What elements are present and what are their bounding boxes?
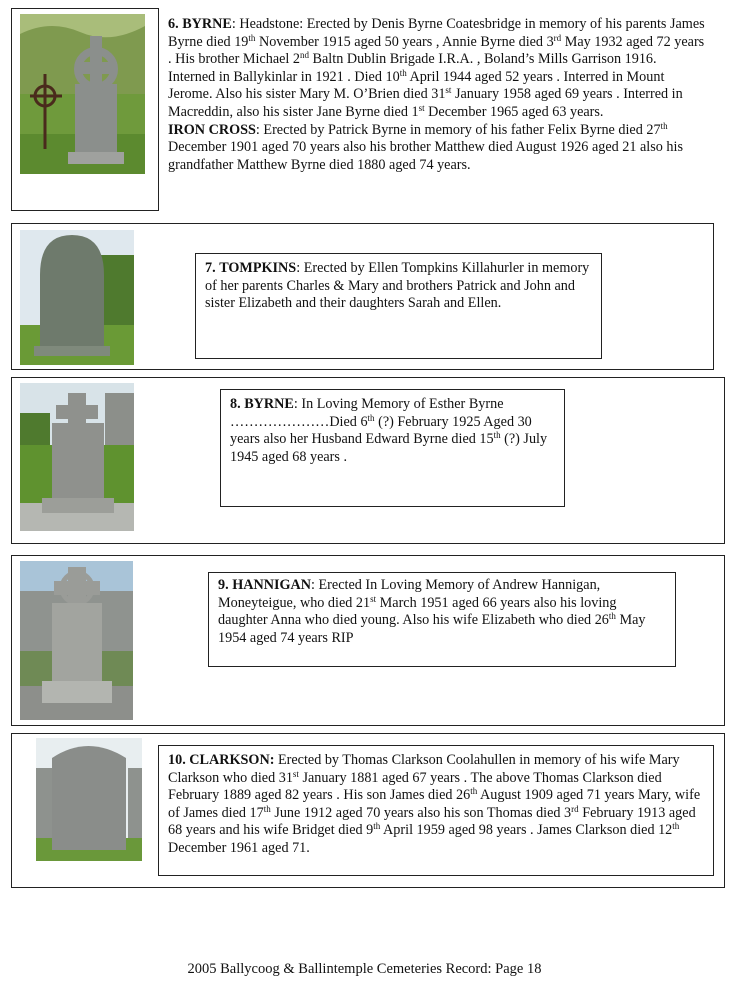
headstone-photo-7: [20, 230, 134, 365]
entry-body-10: Erected by Thomas Clarkson Coolahullen in memory of his wife Mary Clarkson who died 31st January 1881 aged 67 years . The above Thomas Clarkson died February 1889 aged 82 years . His son James died 26th August 1909 aged 71 years Mary, wife of James died 17th June 1912 aged 70 years also his son Thomas died 3rd February 1913 aged 68 years and his wife Bridget died 9th April 1959 aged 98 years . James Clarkson died 12th December 1961 aged 71.: [168, 752, 701, 856]
headstone-photo-6: [20, 14, 145, 174]
headstone-photo-8: [20, 383, 134, 531]
entry-num-9: 9.: [218, 577, 229, 593]
entry-body-7: Erected by Ellen Tompkins Killahurler in memory of her parents Charles & Mary and brothers Patrick and John and sister Elizabeth and their daughters Sarah and Ellen.: [205, 260, 590, 312]
entry-text-7: 7. TOMPKINS: Erected by Ellen Tompkins Killahurler in memory of her parents Charles & Mary and brothers Patrick and John and sister Elizabeth and their daughters Sarah and Ellen.: [195, 253, 602, 359]
entry-num-8: 8.: [230, 396, 241, 412]
headstone-photo-10: [36, 738, 142, 861]
entry-text-6: 6. BYRNE: Headstone: Erected by Denis Byrne Coatesbridge in memory of his parents James Byrne died 19th November 1915 aged 50 years , Annie Byrne died 3rd May 1932 aged 72 years . His brother Michael 2nd Baltn Dublin Brigade I.R.A. , Boland’s Mills Garrison 1916. Interned in Ballykinlar in 1921 . Died 10th April 1944 aged 52 years . Interred in Mount Jerome. Also his sister Mary M. O’Brien died 31st January 1958 aged 69 years . Interred in Macreddin, also his sister Jane Byrne died 1st December 1965 aged 63 years. IRON CROSS: Erected by Patrick Byrne in memory of his father Felix Byrne died 27th December 1901 aged 70 years also his brother Matthew died August 1926 aged 21 also his grandfather Matthew Byrne died 1880 aged 74 years.: [158, 8, 714, 211]
entry-subheading-6: IRON CROSS: [168, 121, 256, 138]
entry-body-8: In Loving Memory of Esther Byrne …………………Died 6th (?) February 1925 Aged 30 years also her Husband Edward Byrne died 15th (?) July 1945 aged 68 years .: [230, 396, 548, 465]
entry-subbody-6: Erected by Patrick Byrne in memory of his father Felix Byrne died 27th December 1901 aged 70 years also his brother Matthew died August 1926 aged 21 also his grandfather Matthew Byrne died 1880 aged 74 years.: [168, 120, 683, 173]
entry-name-9: HANNIGAN: [232, 577, 312, 593]
entry-body-9: Erected In Loving Memory of Andrew Hannigan, Moneyteigue, who died 21st March 1951 aged 66 years also his loving daughter Anna who died young. Also his wife Elizabeth who died 26th May 1954 aged 74 years RIP: [218, 577, 646, 646]
entry-name-8: BYRNE: [244, 396, 294, 412]
entry-num-10: 10.: [168, 752, 186, 768]
entry-name-7: TOMPKINS: [219, 260, 297, 276]
headstone-photo-9: [20, 561, 133, 720]
entry-body-6: Headstone: Erected by Denis Byrne Coatesbridge in memory of his parents James Byrne died 19th November 1915 aged 50 years , Annie Byrne died 3rd May 1932 aged 72 years . His brother Michael 2nd Baltn Dublin Brigade I.R.A. , Boland’s Mills Garrison 1916. Interned in Ballykinlar in 1921 . Died 10th April 1944 aged 52 years . Interred in Mount Jerome. Also his sister Mary M. O’Brien died 31st January 1958 aged 69 years . Interred in Macreddin, also his sister Jane Byrne died 1st December 1965 aged 63 years.: [168, 16, 705, 120]
entry-text-8: 8. BYRNE: In Loving Memory of Esther Byrne …………………Died 6th (?) February 1925 Aged 30 years also her Husband Edward Byrne died 15th (?) July 1945 aged 68 years .: [220, 389, 565, 507]
entry-text-10: [158, 745, 714, 876]
entry-name-6: BYRNE: [182, 16, 232, 32]
entry-num-7: 7.: [205, 260, 216, 276]
entry-num-6: 6.: [168, 16, 179, 32]
entry-text-9: 9. HANNIGAN: Erected In Loving Memory of Andrew Hannigan, Moneyteigue, who died 21st March 1951 aged 66 years also his loving daughter Anna who died young. Also his wife Elizabeth who died 26th May 1954 aged 74 years RIP: [208, 572, 676, 667]
entry-name-10: CLARKSON:: [189, 752, 275, 768]
page-footer: 2005 Ballycoog & Ballintemple Cemeteries Record: Page 18: [187, 961, 542, 977]
